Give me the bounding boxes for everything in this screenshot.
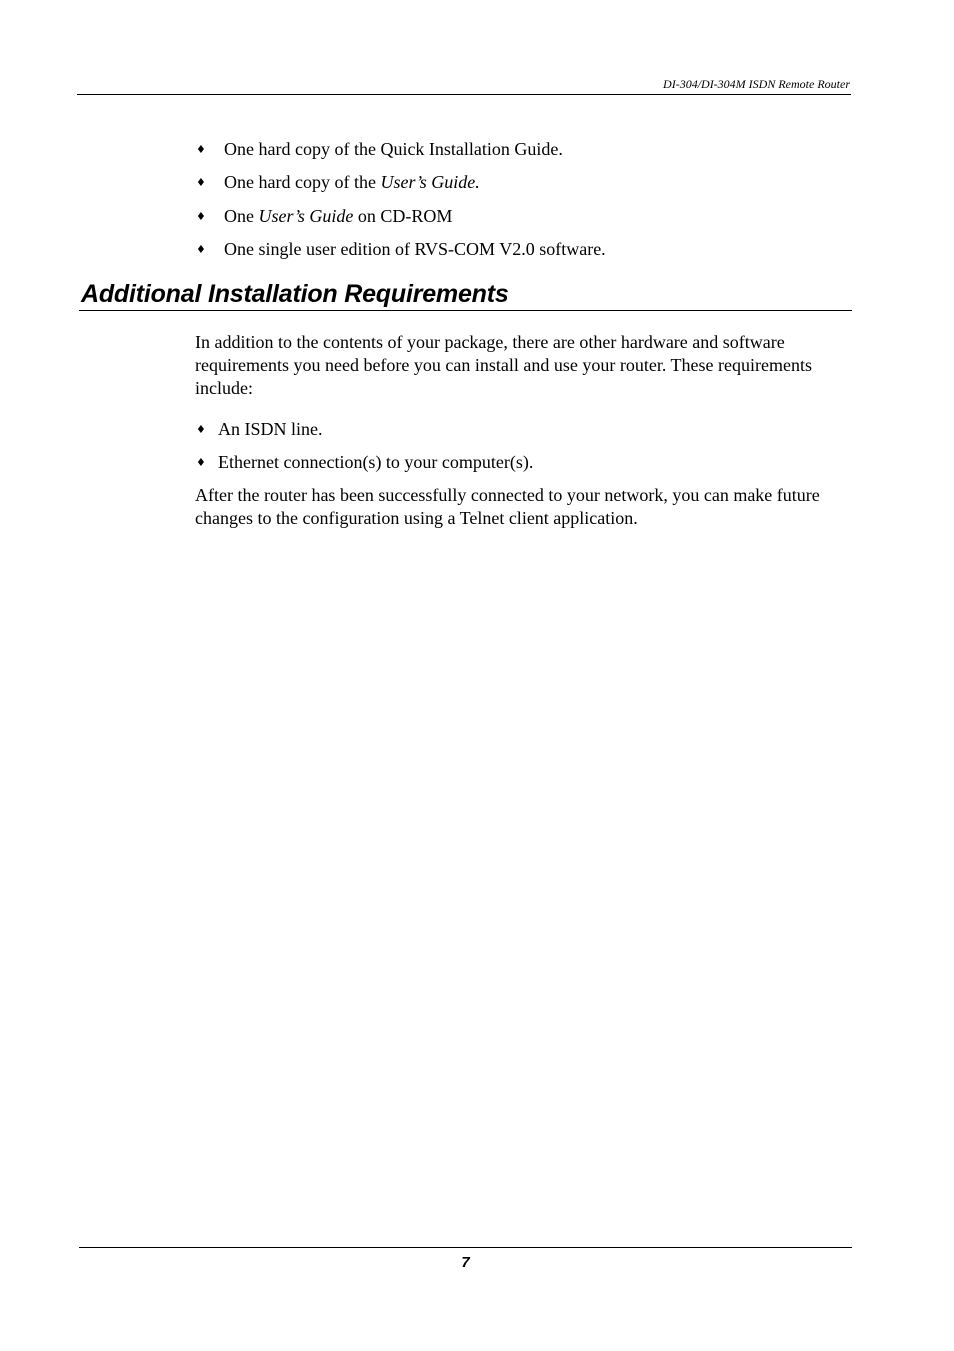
list-item-text: One hard copy of the — [224, 172, 381, 193]
diamond-bullet-icon: ♦ — [196, 209, 206, 223]
footer-rule — [79, 1247, 852, 1248]
running-header: DI-304/DI-304M ISDN Remote Router — [663, 77, 850, 91]
list-item-text-suffix: on CD-ROM — [353, 205, 453, 226]
list-item-text: Ethernet connection(s) to your computer(s). — [218, 452, 534, 473]
diamond-bullet-icon: ♦ — [196, 243, 206, 257]
closing-paragraph: After the router has been successfully connected to your network, you can make future changes to the configuration using a Telnet client application. — [195, 485, 820, 528]
list-item — [196, 139, 606, 172]
section-heading: Additional Installation Requirements — [81, 280, 509, 308]
list-item — [196, 239, 606, 272]
page-number: 7 — [461, 1254, 470, 1271]
intro-paragraph: In addition to the contents of your package, there are other hardware and software requirements you need before you can install and use your router. These requirements include: — [195, 332, 812, 398]
diamond-bullet-icon: ♦ — [196, 176, 206, 190]
list-item-text: One hard copy of the Quick Installation Guide. — [224, 139, 563, 159]
requirements-list — [196, 419, 533, 486]
list-item-emphasis: User’s Guide — [258, 205, 354, 226]
diamond-bullet-icon: ♦ — [196, 423, 206, 436]
list-item-emphasis: User’s Guide. — [380, 172, 480, 193]
package-contents-list — [196, 139, 606, 273]
list-item-text: One — [224, 205, 259, 226]
list-item — [196, 452, 533, 485]
diamond-bullet-icon: ♦ — [196, 143, 206, 156]
list-item — [196, 172, 606, 205]
header-rule — [77, 94, 851, 95]
list-item-text: An ISDN line. — [218, 419, 323, 439]
list-item-text: One single user edition of RVS-COM V2.0 software. — [224, 239, 606, 260]
diamond-bullet-icon: ♦ — [196, 456, 206, 470]
heading-rule — [79, 310, 852, 311]
list-item — [196, 206, 606, 239]
list-item — [196, 419, 533, 452]
